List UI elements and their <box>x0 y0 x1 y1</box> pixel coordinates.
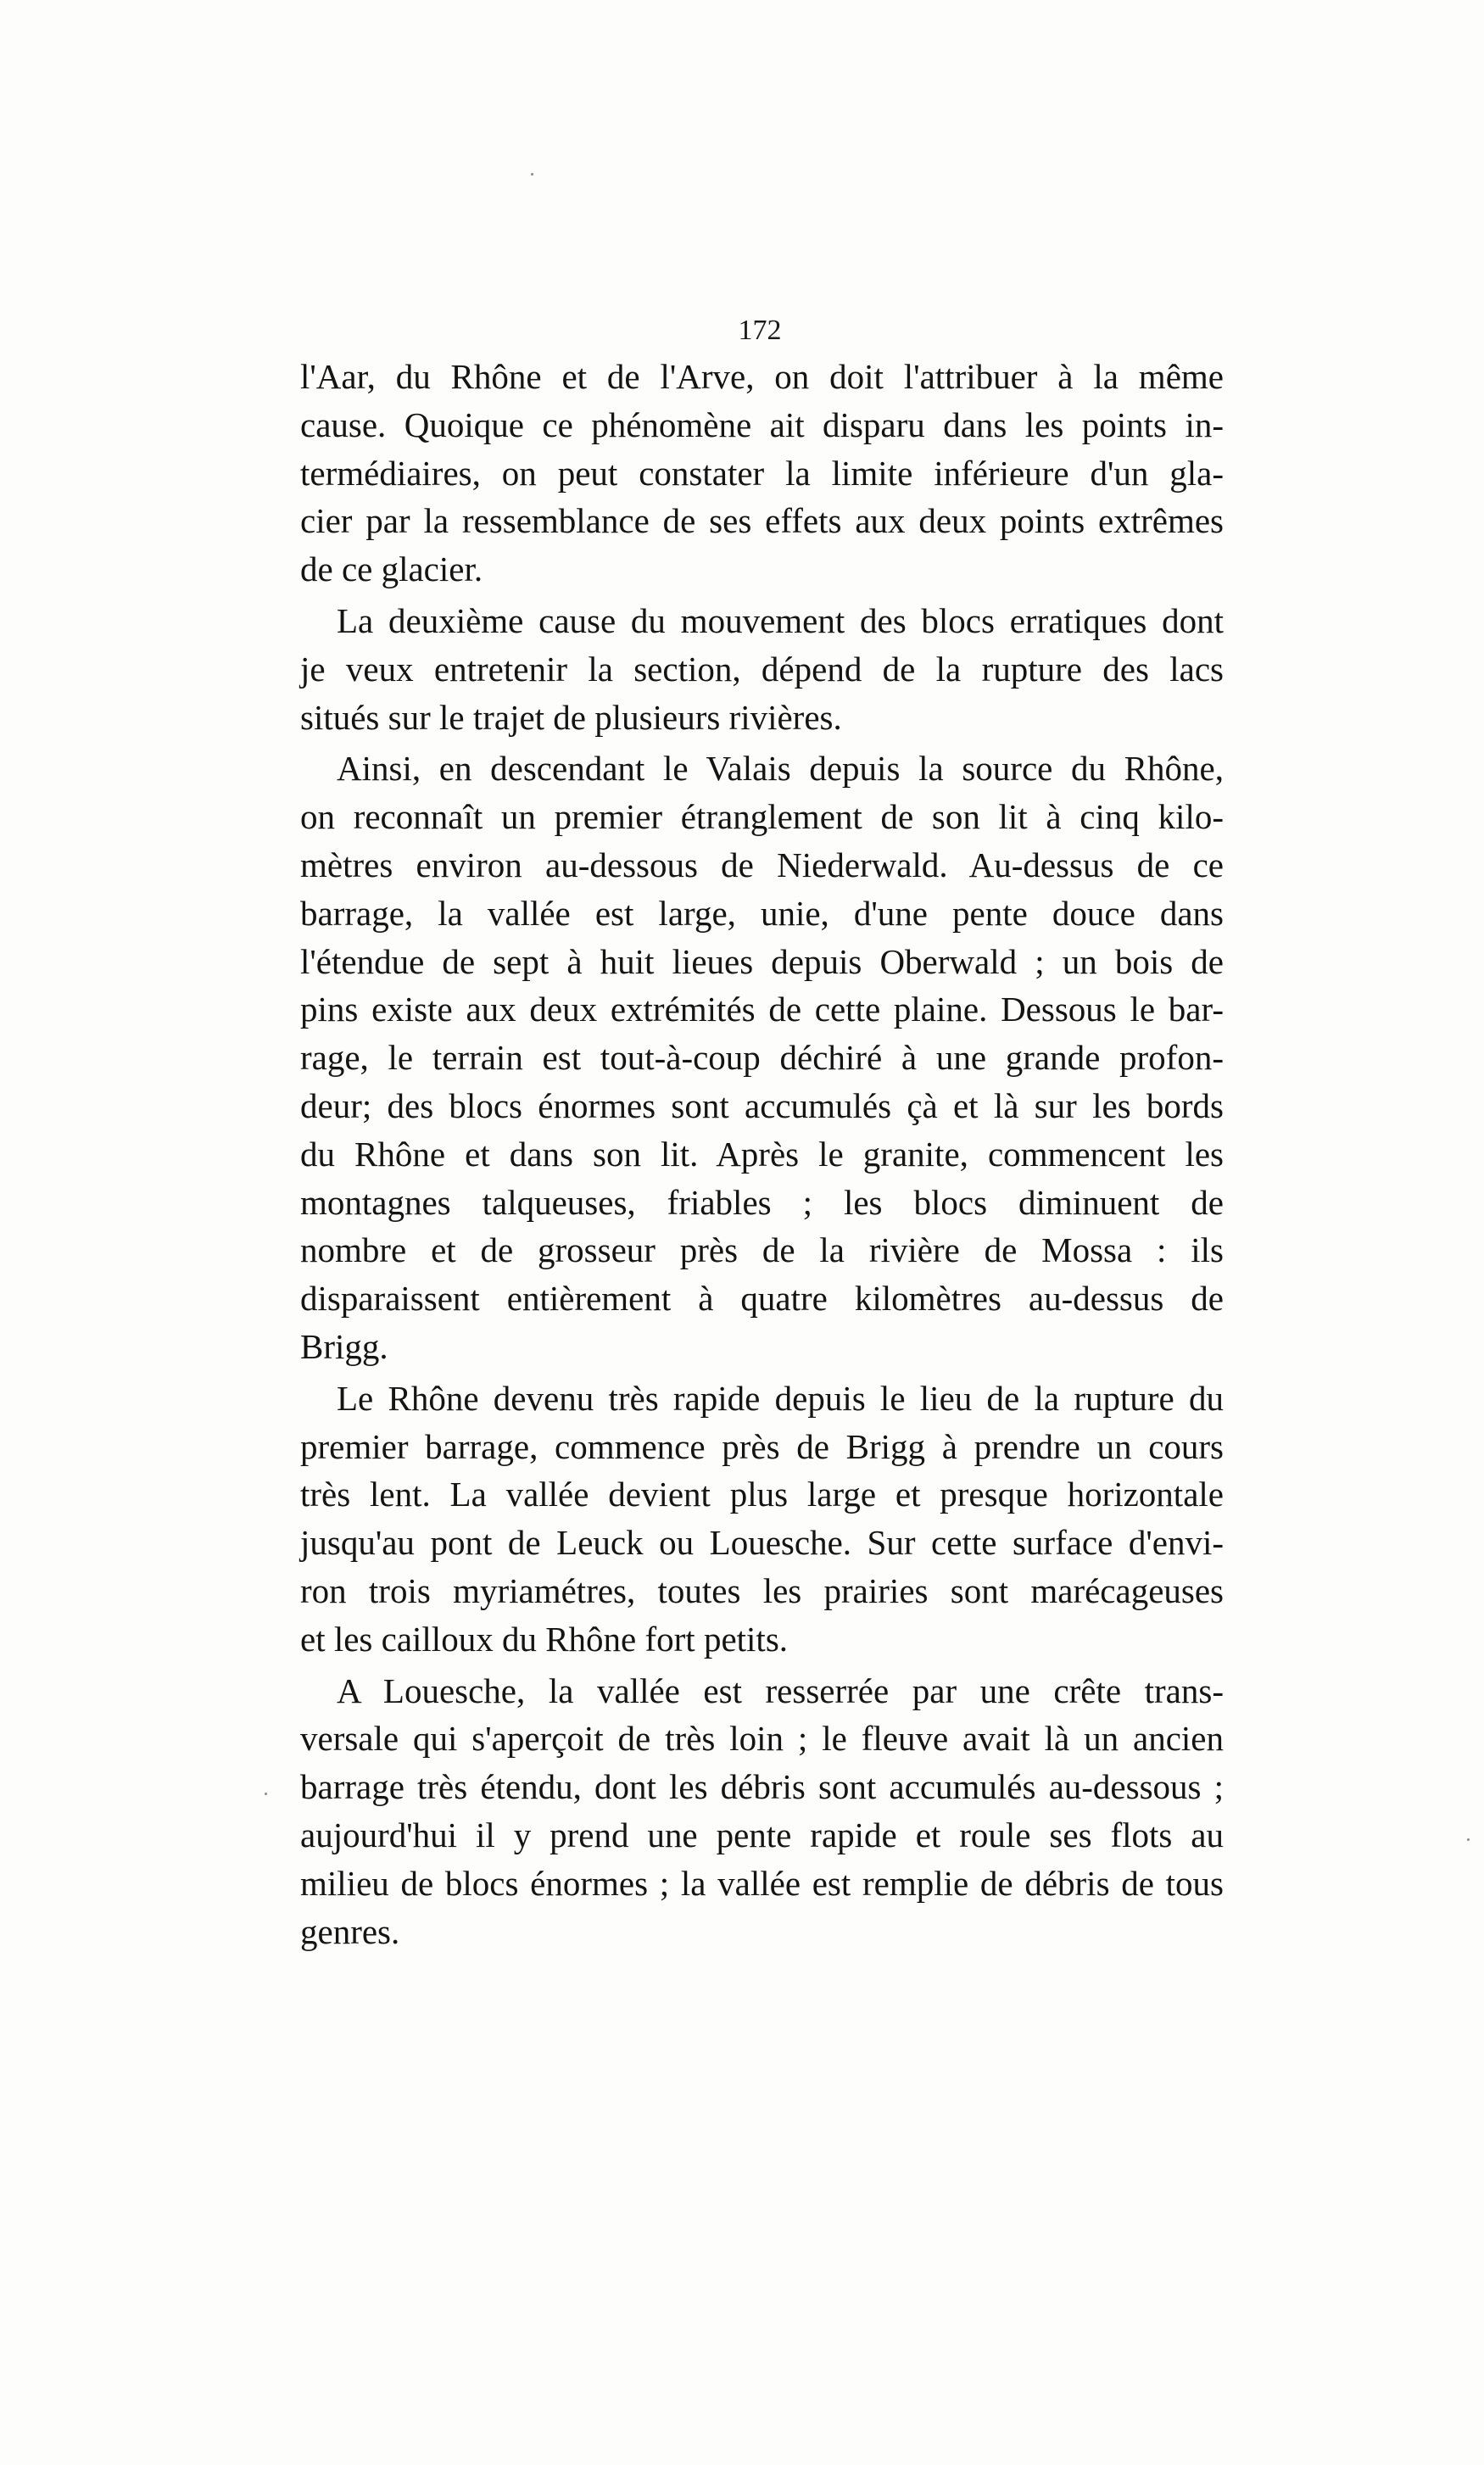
text-line: La deuxième cause du mouvement des blocs erratiques dont <box>337 600 1224 640</box>
paragraph <box>300 353 1224 594</box>
text-line: Brigg. <box>300 1326 388 1366</box>
scan-speck <box>265 1793 267 1795</box>
text-line: rage, le terrain est tout-à-coup déchiré à une grande profon- <box>300 1038 1224 1078</box>
paragraph <box>300 745 1224 1370</box>
text-line: deur; des blocs énormes sont accumulés çà et là sur les bords <box>300 1085 1224 1125</box>
text-line: barrage, la vallée est large, unie, d'une pente douce dans <box>300 893 1224 933</box>
text-line: cier par la ressemblance de ses effets aux deux points extrêmes <box>300 501 1224 541</box>
text-line: l'étendue de sept à huit lieues depuis Oberwald ; un bois de <box>300 941 1224 981</box>
paragraph <box>300 1667 1224 1956</box>
text-line: je veux entretenir la section, dépend de la rupture des lacs <box>300 649 1224 689</box>
text-line: ron trois myriamétres, toutes les prairies sont marécageuses <box>300 1570 1224 1610</box>
text-line: A Louesche, la vallée est resserrée par une crête trans- <box>337 1670 1224 1710</box>
text-line: genres. <box>300 1911 400 1951</box>
text-line: l'Aar, du Rhône et de l'Arve, on doit l'attribuer à la même <box>300 357 1224 396</box>
text-line: premier barrage, commence près de Brigg à prendre un cours <box>300 1426 1224 1466</box>
text-line: mètres environ au-dessous de Niederwald. Au-dessus de ce <box>300 845 1224 884</box>
text-line: on reconnaît un premier étranglement de son lit à cinq kilo- <box>300 797 1224 837</box>
text-line: de ce glacier. <box>300 549 483 589</box>
text-line: situés sur le trajet de plusieurs rivières. <box>300 697 842 737</box>
text-line: Ainsi, en descendant le Valais depuis la source du Rhône, <box>337 749 1224 789</box>
text-line: aujourd'hui il y prend une pente rapide et roule ses flots au <box>300 1815 1224 1854</box>
text-line: barrage très étendu, dont les débris sont accumulés au-dessous ; <box>300 1767 1224 1807</box>
text-line: milieu de blocs énormes ; la vallée est remplie de débris de tous <box>300 1863 1224 1903</box>
text-line: termédiaires, on peut constater la limite inférieure d'un gla- <box>300 453 1224 493</box>
paragraph <box>300 1375 1224 1664</box>
text-line: versale qui s'aperçoit de très loin ; le fleuve avait là un ancien <box>300 1719 1224 1759</box>
paragraph <box>300 597 1224 741</box>
text-line: jusqu'au pont de Leuck ou Louesche. Sur cette surface d'envi- <box>300 1523 1224 1563</box>
text-line: disparaissent entièrement à quatre kilomètres au-dessus de <box>300 1279 1224 1319</box>
body-text <box>300 353 1224 1955</box>
text-line: très lent. La vallée devient plus large et presque horizontale <box>300 1475 1224 1514</box>
text-line: cause. Quoique ce phénomène ait disparu dans les points in- <box>300 404 1224 444</box>
text-line: et les cailloux du Rhône fort petits. <box>300 1619 789 1659</box>
text-line: Le Rhône devenu très rapide depuis le lieu de la rupture du <box>337 1378 1224 1418</box>
scan-speck <box>531 173 533 176</box>
text-line: montagnes talqueuses, friables ; les blocs diminuent de <box>300 1182 1224 1222</box>
text-line: pins existe aux deux extrémités de cette plaine. Dessous le bar- <box>300 990 1224 1029</box>
text-line: nombre et de grosseur près de la rivière de Mossa : ils <box>300 1230 1224 1270</box>
scan-speck <box>1467 1838 1470 1841</box>
text-line: du Rhône et dans son lit. Après le granite, commencent les <box>300 1134 1224 1174</box>
page-number: 172 <box>738 315 782 346</box>
